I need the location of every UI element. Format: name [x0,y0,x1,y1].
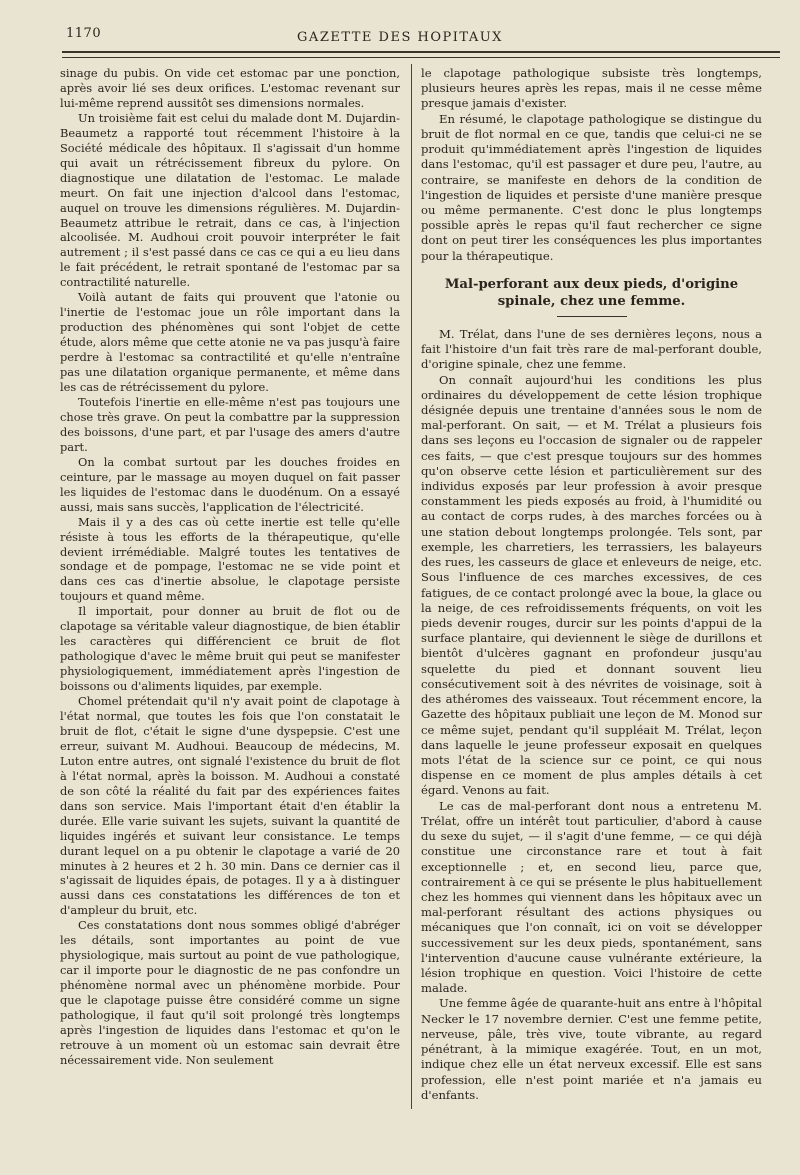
paragraph: Mais il y a des cas où cette inertie est telle qu'elle résiste à tous les efforts de la thérapeutique, qu'elle devient irrémédiable. Malgré toutes les tentatives de sondage et de pompage, l'estomac ne se vide point et dans ces cas d'inertie absolue, le clapotage persiste toujours et quand même. [60,514,400,604]
section-title: Mal-perforant aux deux pieds, d'origine spinale, chez une femme. [444,276,739,309]
header-rule-top [62,51,780,53]
paragraph: Une femme âgée de quarante-huit ans entre à l'hôpital Necker le 17 novembre dernier. C'est une femme petite, nerveuse, pâle, très vive, toute vibrante, au regard pénétrant, à la mimique exagérée. Tout, en un mot, indique chez elle un état nerveux excessif. Elle est sans profession, elle n'est point mariée et n'a jamais eu d'enfants. [421,996,762,1102]
paragraph: Un troisième fait est celui du malade dont M. Dujardin-Beaumetz a rapporté tout récemment l'histoire à la Société médicale des hôpitaux. Il s'agissait d'un homme qui avait un rétrécissement fibreux du pylore. On diagnostique une dilatation de l'estomac. Le malade meurt. On fait une injection d'alcool dans l'estomac, auquel on trouve les dimensions régulières. M. Dujardin-Beaumetz attribue le retrait, dans ce cas, à l'injection alcoolisée. M. Audhoui croit pouvoir interpréter le fait autrement ; il s'est passé dans ce cas ce qui a eu lieu dans le fait précédent, le retrait spontané de l'estomac par sa contractilité naturelle. [60,110,400,290]
paragraph: On connaît aujourd'hui les conditions les plus ordinaires du développement de cette lésion trophique désignée depuis une trentaine d'années sous le nom de mal-perforant. On sait, — et M. Trélat a plusieurs fois dans ses leçons eu l'occasion de signaler ou de rappeler ces faits, — que c'est presque toujours sur des hommes qu'on observe cette lésion et particulièrement sur des individus exposés par leur profession à avoir presque constamment les pieds exposés au froid, à l'humidité ou au contact de corps rudes, à des marches forcées ou à une station debout longtemps prolongée. Tels sont, par exemple, les charretiers, les terrassiers, les balayeurs des rues, les casseurs de glace et enleveurs de neige, etc. Sous l'influence de ces marches excessives, de ces fatigues, de ce contact prolongé avec la boue, la glace ou la neige, de ces refroidissements fréquents, on voit les pieds devenir rouges, durcir sur les points d'appui de la surface plantaire, qui deviennent le siège de durillons et bientôt d'ulcères gagnant en profondeur jusqu'au squelette du pied et donnant souvent lieu consécutivement soit à des névrites de voisinage, soit à des athéromes des vaisseaux. Tout récemment encore, la Gazette des hôpitaux publiait une leçon de M. Monod sur ce même sujet, pendant qu'il suppléait M. Trélat, leçon dans laquelle le jeune professeur exposait en quelques mots l'état de la science sur ce point, ce qui nous dispense en ce moment de plus amples détails à cet égard. Venons au fait. [421,372,762,798]
journal-title: GAZETTE DES HOPITAUX [297,30,503,45]
paragraph: Toutefois l'inertie en elle-même n'est pas toujours une chose très grave. On peut la combattre par la suppression des boissons, d'une part, et par l'usage des amers d'autre part. [60,394,400,454]
paragraph: sinage du pubis. On vide cet estomac par une ponction, après avoir lié ses deux orifices. L'estomac revenant sur lui-même reprend aussitôt ses dimensions normales. [60,66,400,110]
paragraph: le clapotage pathologique subsiste très longtemps, plusieurs heures après les repas, mais il ne cesse même presque jamais d'exister. [421,66,762,111]
paragraph: Chomel prétendait qu'il n'y avait point de clapotage à l'état normal, que toutes les fois que l'on constatait le bruit de flot, c'était le signe d'une dyspepsie. C'est une erreur, suivant M. Audhoui. Beaucoup de médecins, M. Luton entre autres, ont signalé l'existence du bruit de flot à l'état normal, après la boisson. M. Audhoui a constaté de son côté la réalité du fait par des expériences faites dans son service. Mais l'important était d'en établir la durée. Elle varie suivant les sujets, suivant la quantité de liquides ingérés et suivant leur consistance. Le temps durant lequel on a pu obtenir le clapotage a varié de 20 minutes à 2 heures et 2 h. 30 min. Dans ce dernier cas il s'agissait de liquides épais, de potages. Il y a à distinguer aussi dans ces constatations les différences de ton et d'ampleur du bruit, etc. [60,694,400,918]
page-header [0,0,800,60]
section-rule [557,316,627,317]
paragraph: Ces constatations dont nous sommes obligé d'abréger les détails, sont importantes au point de vue physiologique, mais surtout au point de vue pathologique, car il importe pour le diagnostic de ne pas confondre un phénomène normal avec un phénomène morbide. Pour que le clapotage puisse être considéré comme un signe pathologique, il faut qu'il soit prolongé très longtemps après l'ingestion de liquides dans l'estomac et qu'on le retrouve à un moment où un estomac sain devrait être nécessairement vide. Non seulement [60,918,400,1067]
header-rule-bottom [62,57,780,58]
paragraph: Voilà autant de faits qui prouvent que l'atonie ou l'inertie de l'estomac joue un rôle important dans la production des phénomènes qui sont l'objet de cette étude, alors même que cette atonie ne va pas jusqu'à faire perdre à l'estomac sa contractilité et qu'elle n'entraîne pas une dilatation organique permanente, et même dans les cas de rétrécissement du pylore. [60,290,400,395]
right-column [421,66,762,1103]
paragraph: Le cas de mal-perforant dont nous a entretenu M. Trélat, offre un intérêt tout particulier, d'abord à cause du sexe du sujet, — il s'agit d'une femme, — ce qui déjà constitue une circonstance rare et tout à fait exceptionnelle ; et, en second lieu, parce que, contrairement à ce qui se présente le plus habituellement chez les hommes qui viennent dans les hôpitaux avec un mal-perforant résultant des actions physiques ou mécaniques que l'on connaît, ici on voit se développer successivement sur les deux pieds, spontanément, sans l'intervention d'aucune cause vulnérante extérieure, la lésion trophique en question. Voici l'histoire de cette malade. [421,798,762,996]
paragraph: M. Trélat, dans l'une de ses dernières leçons, nous a fait l'histoire d'un fait très rare de mal-perforant double, d'origine spinale, chez une femme. [421,326,762,372]
page-number: 1170 [66,26,102,41]
paragraph: Il importait, pour donner au bruit de flot ou de clapotage sa véritable valeur diagnostique, de bien établir les caractères qui différencient ce bruit de flot pathologique d'avec le même bruit qui peut se manifester physiologiquement, immédiatement après l'ingestion de boissons ou d'aliments liquides, par exemple. [60,604,400,694]
column-divider [411,64,412,1109]
left-column [60,66,400,1068]
paragraph: En résumé, le clapotage pathologique se distingue du bruit de flot normal en ce que, tandis que celui-ci ne se produit qu'immédiatement après l'ingestion de liquides dans l'estomac, qu'il est passager et dure peu, l'autre, au contraire, se manifeste en dehors de la condition de l'ingestion de liquides et persiste d'une manière presque ou même permanente. C'est donc le plus longtemps possible après le repas qu'il faut rechercher ce signe dont on peut tirer les conséquences les plus importantes pour la thérapeutique. [421,111,762,263]
paragraph: On la combat surtout par les douches froides en ceinture, par le massage au moyen duquel on fait passer les liquides de l'estomac dans le duodénum. On a essayé aussi, mais sans succès, l'application de l'électricité. [60,454,400,514]
